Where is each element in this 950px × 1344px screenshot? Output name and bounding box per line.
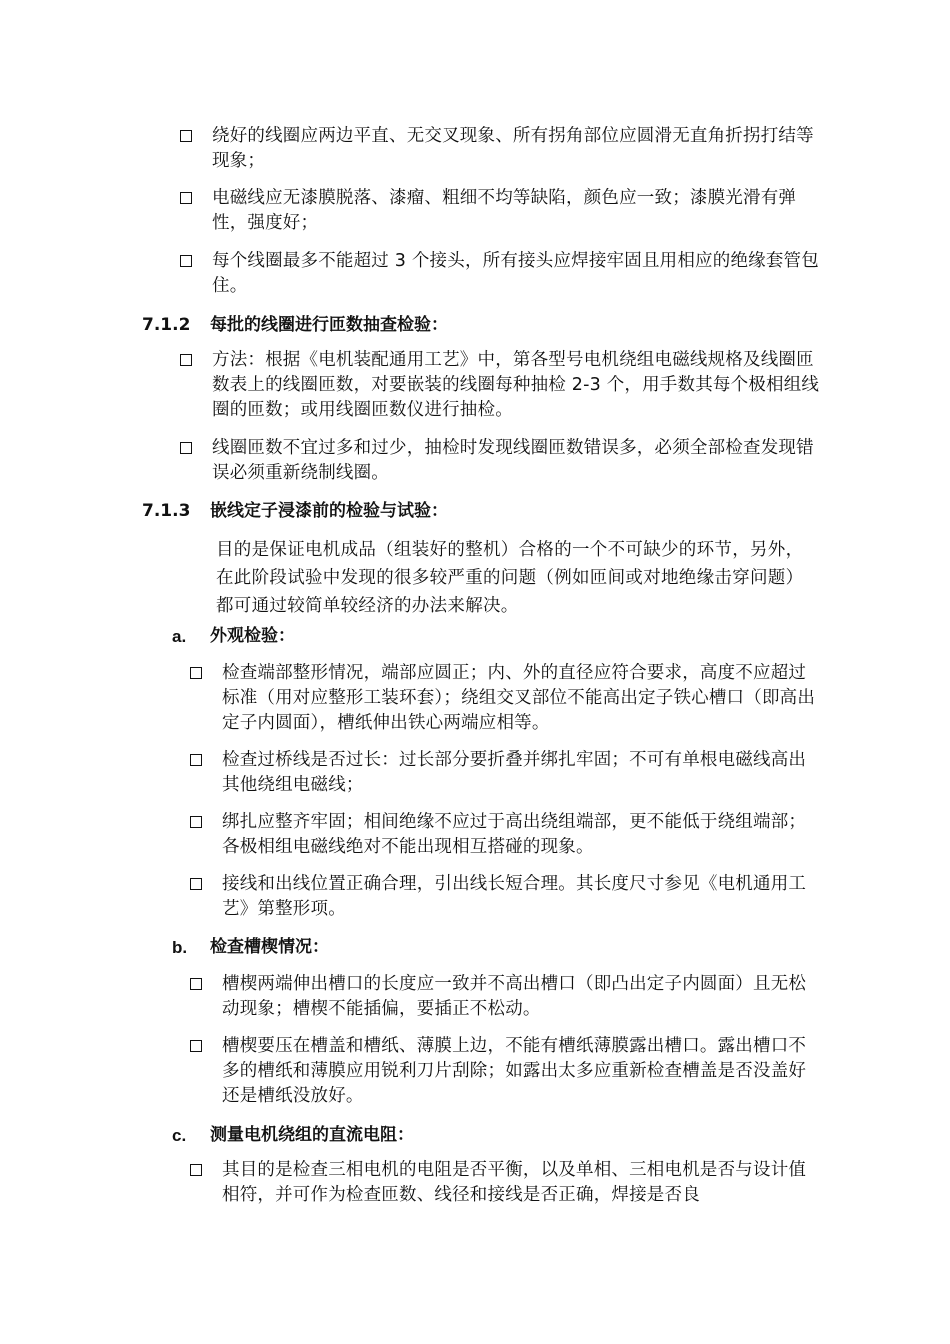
subsection-heading bbox=[172, 935, 329, 960]
checkbox-square-icon bbox=[190, 816, 202, 828]
subsection-heading bbox=[172, 1123, 414, 1148]
checkbox-square-icon bbox=[180, 255, 192, 267]
section-heading bbox=[142, 313, 448, 338]
checklist-top bbox=[180, 124, 820, 174]
list-item-text: 电磁线应无漆膜脱落、漆瘤、粗细不均等缺陷，颜色应一致；漆膜光滑有弹性，强度好； bbox=[212, 188, 797, 233]
checklist bbox=[190, 1034, 820, 1109]
checkbox-square-icon bbox=[180, 192, 192, 204]
list-item-text: 绕好的线圈应两边平直、无交叉现象、所有拐角部位应圆滑无直角折拐打结等现象； bbox=[212, 126, 814, 171]
list-item-text: 接线和出线位置正确合理，引出线长短合理。其长度尺寸参见《电机通用工艺》第整形项。 bbox=[222, 874, 807, 919]
subsection-letter: b. bbox=[172, 938, 188, 957]
section-title: 每批的线圈进行匝数抽查检验： bbox=[210, 315, 448, 335]
checklist bbox=[180, 436, 820, 486]
list-item bbox=[180, 436, 820, 486]
intro-paragraph: 目的是保证电机成品（组装好的整机）合格的一个不可缺少的环节，另外，在此阶段试验中发现的很多较严重的问题（例如匝间或对地绝缘击穿问题）都可通过较简单较经济的办法来解决。 bbox=[216, 540, 804, 616]
checkbox-square-icon bbox=[190, 878, 202, 890]
checkbox-square-icon bbox=[190, 978, 202, 990]
list-item bbox=[190, 872, 820, 922]
checkbox-square-icon bbox=[190, 754, 202, 766]
checkbox-square-icon bbox=[190, 667, 202, 679]
list-item-text: 每个线圈最多不能超过 3 个接头，所有接头应焊接牢固且用相应的绝缘套管包住。 bbox=[212, 251, 819, 296]
list-item-text: 槽楔两端伸出槽口的长度应一致并不高出槽口（即凸出定子内圆面）且无松动现象；槽楔不能插偏，要插正不松动。 bbox=[222, 974, 807, 1019]
subsection-title: 测量电机绕组的直流电阻： bbox=[210, 1125, 414, 1145]
subsection-title: 外观检验： bbox=[210, 626, 295, 646]
checkbox-square-icon bbox=[190, 1164, 202, 1176]
subsection-letter: c. bbox=[172, 1126, 187, 1145]
list-item bbox=[190, 972, 820, 1022]
checklist-top bbox=[180, 249, 820, 299]
list-item bbox=[190, 810, 820, 860]
list-item bbox=[180, 124, 820, 174]
list-item-text: 其目的是检查三相电机的电阻是否平衡，以及单相、三相电机是否与设计值相符，并可作为检查匝数、线径和接线是否正确，焊接是否良 bbox=[222, 1160, 807, 1205]
list-item bbox=[190, 1034, 820, 1109]
checklist bbox=[190, 748, 820, 798]
checklist-top bbox=[180, 186, 820, 236]
list-item bbox=[180, 348, 820, 423]
list-item-text: 检查过桥线是否过长：过长部分要折叠并绑扎牢固；不可有单根电磁线高出其他绕组电磁线； bbox=[222, 750, 807, 795]
section-heading bbox=[142, 499, 448, 524]
list-item-text: 槽楔要压在槽盖和槽纸、薄膜上边，不能有槽纸薄膜露出槽口。露出槽口不多的槽纸和薄膜应用锐利刀片刮除；如露出太多应重新检查槽盖是否没盖好还是槽纸没放好。 bbox=[222, 1036, 807, 1106]
checklist bbox=[190, 810, 820, 860]
list-item bbox=[190, 1158, 820, 1208]
list-item bbox=[190, 748, 820, 798]
list-item-text: 线圈匝数不宜过多和过少，抽检时发现线圈匝数错误多，必须全部检查发现错误必须重新绕制线圈。 bbox=[212, 438, 814, 483]
section-number: 7.1.2 bbox=[142, 315, 191, 335]
checklist bbox=[190, 661, 820, 736]
checklist bbox=[190, 1158, 820, 1208]
subsection-title: 检查槽楔情况： bbox=[210, 937, 329, 957]
list-item-text: 检查端部整形情况，端部应圆正；内、外的直径应符合要求，高度不应超过标准（用对应整形工装环套）；绕组交叉部位不能高出定子铁心槽口（即高出定子内圆面），槽纸伸出铁心两端应相等。 bbox=[222, 663, 816, 733]
checklist bbox=[180, 348, 820, 423]
list-item bbox=[190, 661, 820, 736]
checkbox-square-icon bbox=[180, 442, 192, 454]
list-item bbox=[180, 249, 820, 299]
subsection-letter: a. bbox=[172, 627, 187, 646]
checkbox-square-icon bbox=[180, 130, 192, 142]
checkbox-square-icon bbox=[190, 1040, 202, 1052]
checklist bbox=[190, 972, 820, 1022]
list-item bbox=[180, 186, 820, 236]
checkbox-square-icon bbox=[180, 354, 192, 366]
list-item-text: 绑扎应整齐牢固；相间绝缘不应过于高出绕组端部，更不能低于绕组端部；各极相组电磁线绝对不能出现相互搭碰的现象。 bbox=[222, 812, 807, 857]
section-title: 嵌线定子浸漆前的检验与试验： bbox=[210, 501, 448, 521]
checklist bbox=[190, 872, 820, 922]
section-number: 7.1.3 bbox=[142, 501, 191, 521]
subsection-heading bbox=[172, 624, 295, 649]
list-item-text: 方法：根据《电机装配通用工艺》中，第各型号电机绕组电磁线规格及线圈匝数表上的线圈匝数，对要嵌装的线圈每种抽检 2-3 个，用手数其每个极相组线圈的匝数；或用线圈匝数仪进行抽检。 bbox=[212, 350, 820, 420]
